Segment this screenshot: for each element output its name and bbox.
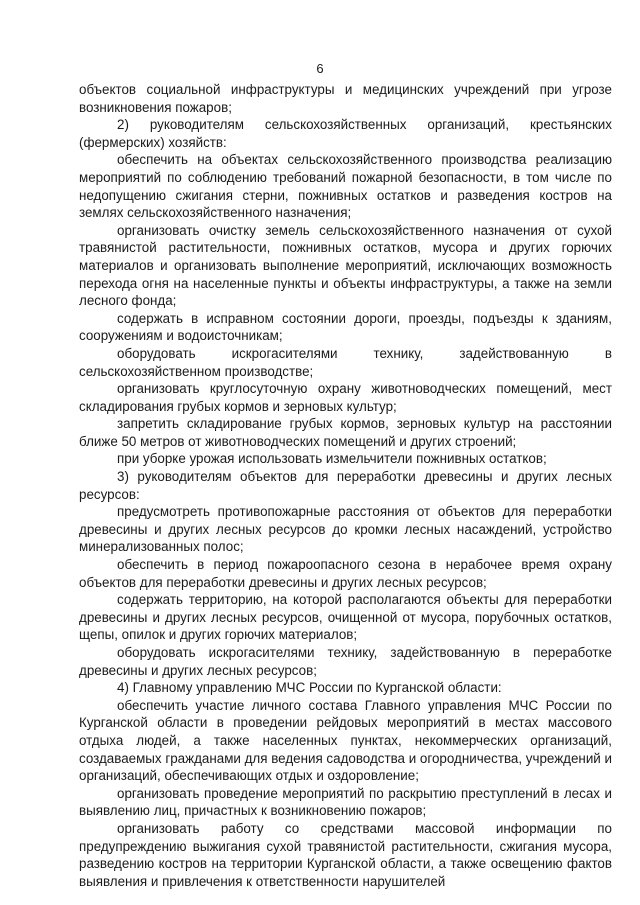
- paragraph: содержать территорию, на которой располагаются объекты для переработки древесины и других лесных ресурсов, очищенной от мусора, порубочных остатков, щепы, опилок и других горючих материалов;: [79, 592, 612, 643]
- paragraph: оборудовать искрогасителями технику, задействованную в переработке древесины и других лесных ресурсов;: [79, 645, 612, 678]
- paragraph: содержать в исправном состоянии дороги, проезды, подъезды к зданиям, сооружениям и водоисточникам;: [79, 310, 612, 344]
- paragraph: запретить складирование грубых кормов, зерновых культур на расстоянии ближе 50 метров от животноводческих помещений и других строений;: [79, 416, 612, 449]
- paragraph: 4) Главному управлению МЧС России по Курганской области:: [117, 680, 502, 696]
- paragraph: организовать очистку земель сельскохозяйственного назначения от сухой травянистой растительности, пожнивных остатков, мусора и других горючих материалов и организовать выполнение мероприятий, исключающих возможность перехода огня на населенные пункты и объекты инфраструктуры, а также на земли лесного фонда;: [79, 222, 612, 309]
- paragraph: обеспечить участие личного состава Главного управления МЧС России по Курганской области в проведении рейдовых мероприятий в местах массового отдыха людей, а также населенных пунктах, некоммерческих организаций, создаваемых гражданами для ведения садоводства и огородничества, учреждений и организаций, обеспечивающих отдых и оздоровление;: [79, 697, 612, 784]
- paragraph: оборудовать искрогасителями технику, задействованную в сельскохозяйственном производстве;: [79, 345, 612, 379]
- paragraph: обеспечить на объектах сельскохозяйственного производства реализацию мероприятий по соблюдению требований пожарной безопасности, в том числе по недопущению сжигания стерни, пожнивных остатков и разведения костров на землях сельскохозяйственного назначения;: [79, 152, 612, 221]
- paragraph: предусмотреть противопожарные расстояния от объектов для переработки древесины и других лесных ресурсов до кромки лесных насаждений, устройство минерализованных полос;: [79, 504, 612, 555]
- paragraph: обеспечить в период пожароопасного сезона в нерабочее время охрану объектов для переработки древесины и других лесных ресурсов;: [79, 557, 612, 590]
- paragraph: организовать работу со средствами массовой информации по предупреждению выжигания сухой травянистой растительности, сжигания мусора, разведению костров на территории Курганской области, а также освещению фактов выявления и привлечения к ответственности нарушителей: [79, 820, 612, 889]
- paragraph: организовать круглосуточную охрану животноводческих помещений, мест складирования грубых кормов и зерновых культур;: [79, 381, 612, 414]
- paragraph: 3) руководителям объектов для переработки древесины и других лесных ресурсов:: [79, 469, 612, 502]
- document-body: [79, 81, 612, 890]
- paragraph: при уборке урожая использовать измельчители пожнивных остатков;: [117, 451, 547, 467]
- paragraph: 2) руководителям сельскохозяйственных организаций, крестьянских (фермерских) хозяйств:: [79, 117, 612, 150]
- page-number: 6: [316, 61, 324, 76]
- paragraph: объектов социальной инфраструктуры и медицинских учреждений при угрозе возникновения пожаров;: [79, 82, 612, 115]
- paragraph: организовать проведение мероприятий по раскрытию преступлений в лесах и выявлению лиц, причастных к возникновению пожаров;: [79, 785, 612, 819]
